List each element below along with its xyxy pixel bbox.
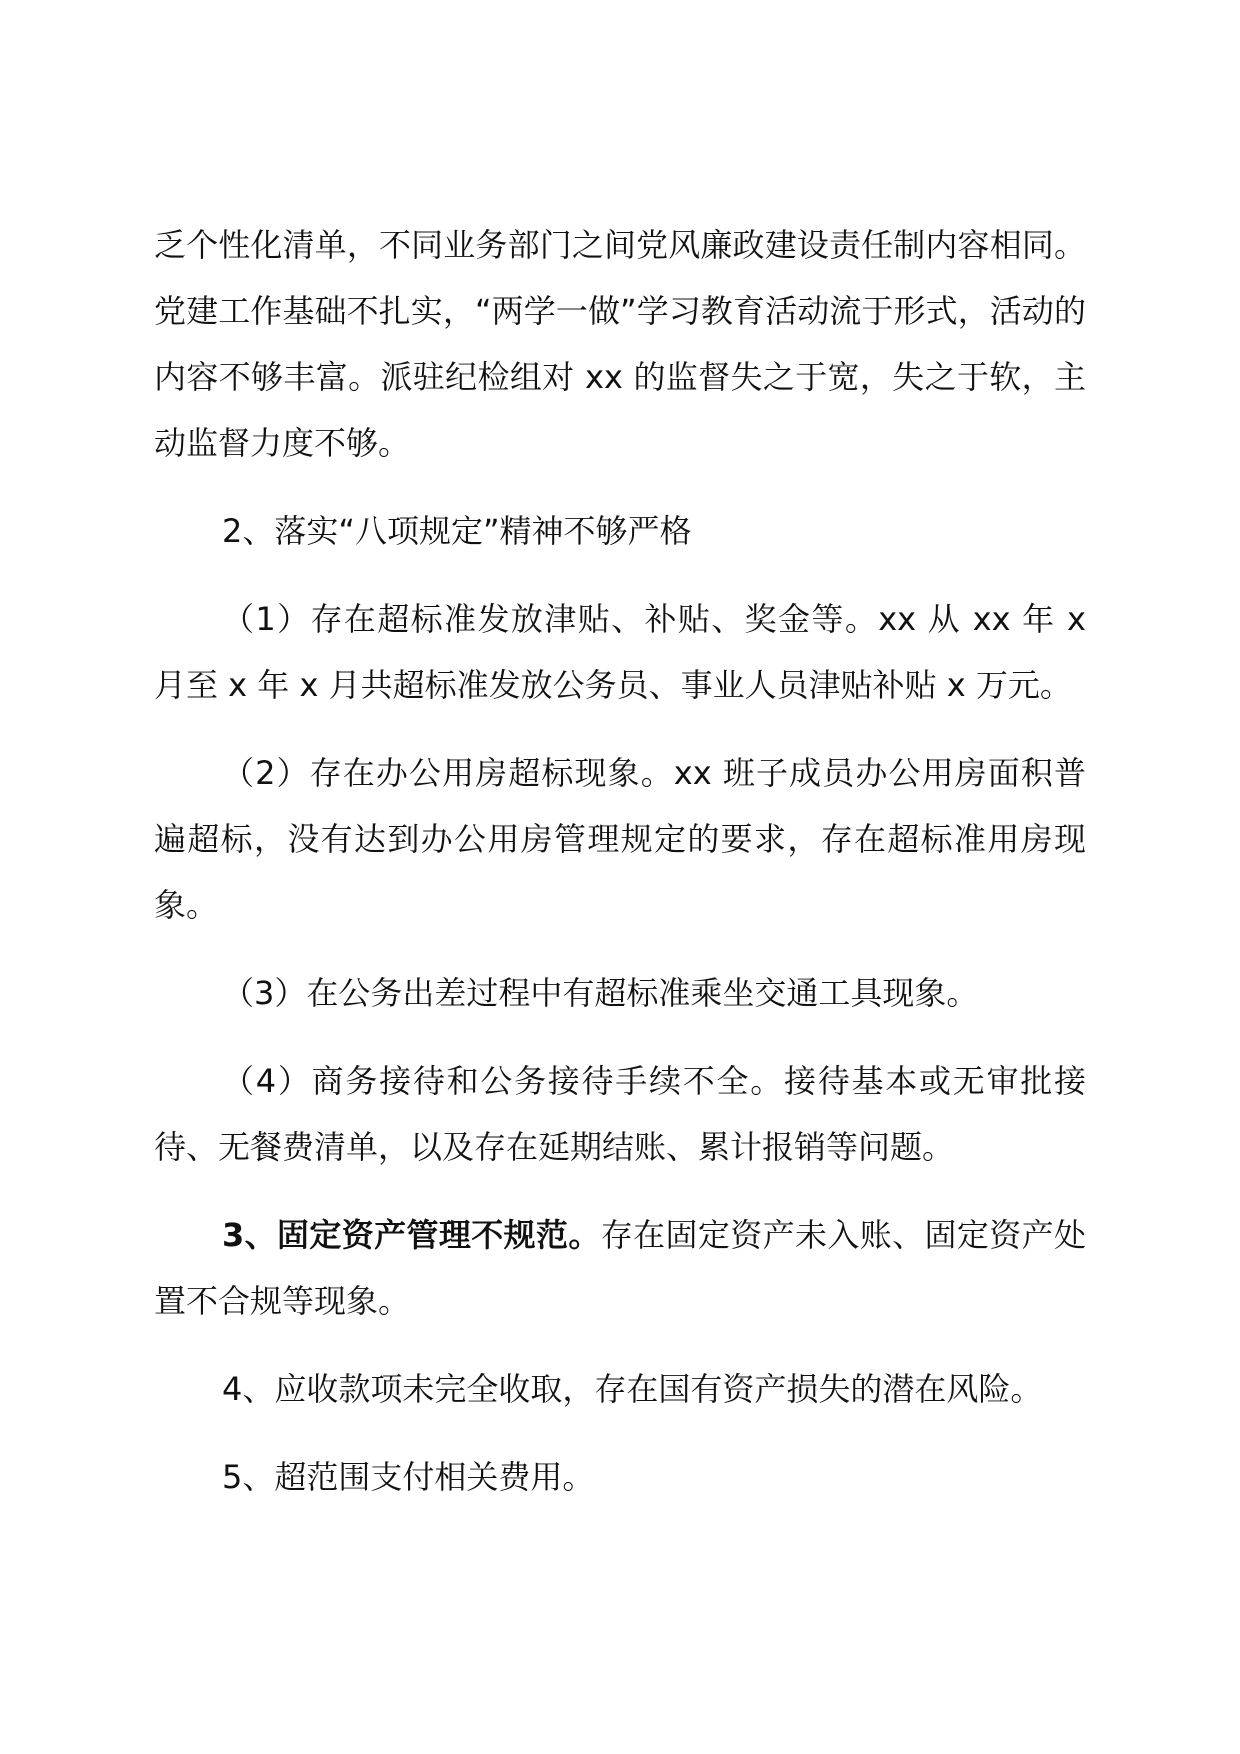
paragraph-continuation: 乏个性化清单，不同业务部门之间党风廉政建设责任制内容相同。党建工作基础不扎实，“两学一做”学习教育活动流于形式，活动的内容不够丰富。派驻纪检组对 xx 的监督失之于宽，失之于软，主动监督力度不够。 (154, 226, 1086, 462)
document-body (154, 212, 1086, 1510)
section-heading-2: 2、落实“八项规定”精神不够严格 (222, 512, 692, 550)
section-heading-4: 4、应收款项未完全收取，存在国有资产损失的潜在风险。 (222, 1370, 1043, 1408)
list-item-3: （3）在公务出差过程中有超标准乘坐交通工具现象。 (222, 974, 979, 1012)
section-heading-3: 3、固定资产管理不规范。 (222, 1216, 601, 1254)
list-item-1: （1）存在超标准发放津贴、补贴、奖金等。xx 从 xx 年 x 月至 x 年 x 月共超标准发放公务员、事业人员津贴补贴 x 万元。 (154, 600, 1086, 704)
list-item-2: （2）存在办公用房超标现象。xx 班子成员办公用房面积普遍超标，没有达到办公用房管理规定的要求，存在超标准用房现象。 (154, 754, 1086, 924)
section-3-paragraph (154, 1202, 1086, 1334)
list-item-4: （4）商务接待和公务接待手续不全。接待基本或无审批接待、无餐费清单，以及存在延期结账、累计报销等问题。 (154, 1062, 1086, 1166)
section-heading-5: 5、超范围支付相关费用。 (222, 1458, 595, 1496)
section-3-text: 存在固定资产未入账、固定资产处置不合规等现象。 (154, 1216, 1086, 1320)
